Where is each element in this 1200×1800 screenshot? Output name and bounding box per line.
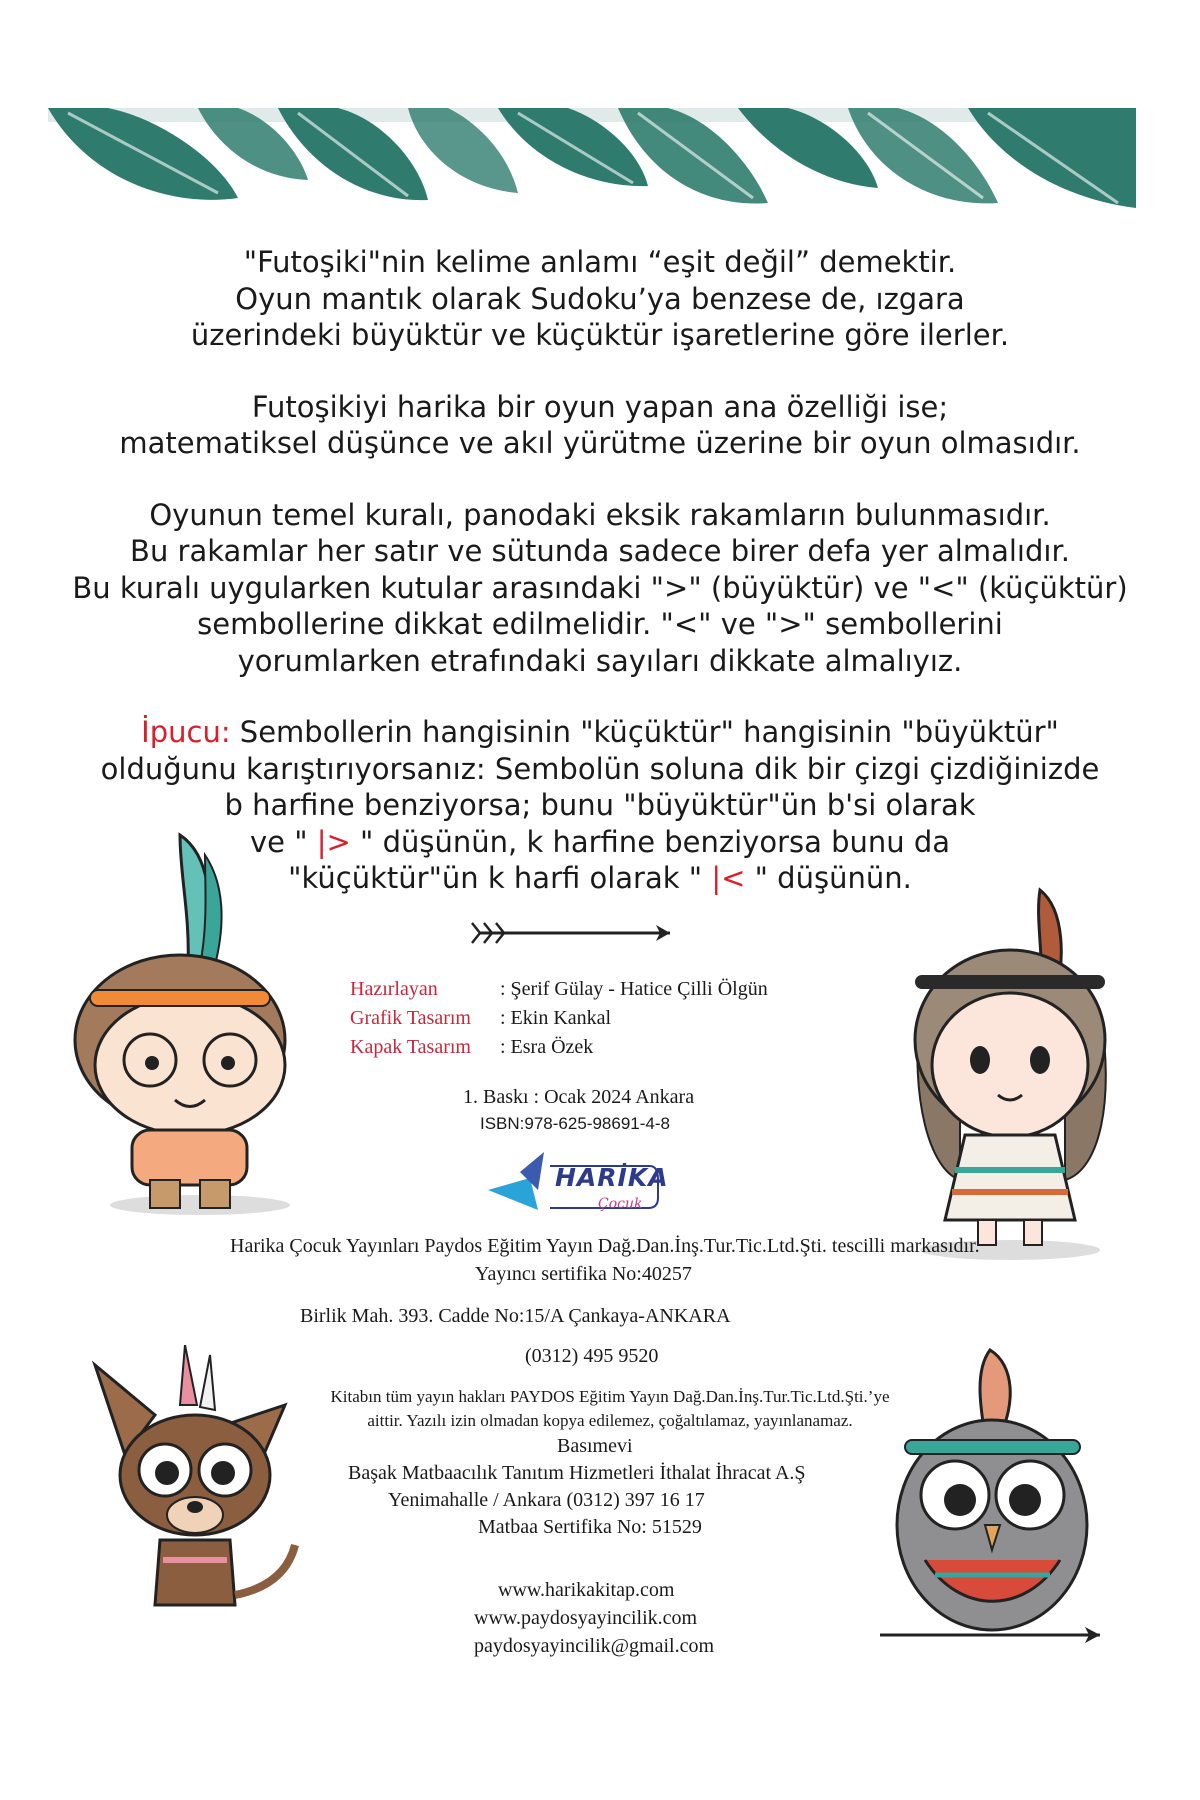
printer-cert: Matbaa Sertifika No: 51529: [478, 1516, 702, 1538]
printer-name: Başak Matbaacılık Tanıtım Hizmetleri İthalat İhracat A.Ş: [348, 1462, 806, 1484]
owl-character-illustration: [880, 1345, 1110, 1655]
printer-address: Yenimahalle / Ankara (0312) 397 16 17: [388, 1489, 705, 1511]
text-line: yorumlarken etrafındaki sayıları dikkate almalıyız.: [237, 643, 963, 678]
isbn: ISBN:978-625-98691-4-8: [480, 1114, 670, 1133]
arrow-divider-icon: [470, 915, 690, 951]
publisher-phone: (0312) 495 9520: [525, 1345, 659, 1367]
printer-heading: Basımevi: [557, 1435, 633, 1457]
credits-block: [350, 975, 850, 1062]
credit-row: [350, 1033, 850, 1062]
credit-value: : Şerif Gülay - Hatice Çilli Ölgün: [500, 978, 768, 1000]
rights-line: aittir. Yazılı izin olmadan kopya edilemez, çoğaltılamaz, yayınlanamaz.: [367, 1411, 853, 1430]
text-line: sembollerine dikkat edilmelidir. "<" ve ">" sembollerini: [197, 607, 1003, 641]
hint-text: ve ": [249, 824, 317, 859]
text-line: Futoşikiyi harika bir oyun yapan ana özelliği ise;: [251, 389, 949, 424]
hint-line: olduğunu karıştırıyorsanız: Sembolün soluna dik bir çizgi çizdiğinizde: [100, 751, 1100, 786]
publisher-address: Birlik Mah. 393. Cadde No:15/A Çankaya-ANKARA: [300, 1305, 731, 1327]
text-line: Bu rakamlar her satır ve sütunda sadece birer defa yer almalıdır.: [130, 534, 1070, 568]
website-link[interactable]: www.paydosyayincilik.com: [474, 1607, 698, 1629]
text-line: Bu kuralı uygularken kutular arasındaki ">" (büyüktür) ve "<" (küçüktür): [72, 570, 1128, 605]
publisher-cert: Yayıncı sertifika No:40257: [475, 1263, 692, 1285]
rights-line: Kitabın tüm yayın hakları PAYDOS Eğitim Yayın Dağ.Dan.İnş.Tur.Tic.Ltd.Şti.’ye: [330, 1387, 890, 1406]
paragraph-feature: [60, 389, 1140, 462]
text-line: üzerindeki büyüktür ve küçüktür işaretlerine göre ilerler.: [190, 318, 1010, 352]
email-link[interactable]: paydosyayincilik@gmail.com: [474, 1635, 715, 1657]
hint-line: b harfine benziyorsa; bunu "büyüktür"ün b'si olarak: [224, 788, 976, 822]
less-symbol: |<: [711, 861, 746, 895]
logo-subtitle: Çocuk: [598, 1196, 643, 1212]
hint-text: " düşünün, k harfine benziyorsa bunu da: [350, 824, 951, 859]
credit-label: Grafik Tasarım: [350, 1007, 471, 1029]
credit-row: [350, 1004, 850, 1033]
hint-text: " düşünün.: [745, 861, 912, 895]
logo-name: HARİKA: [555, 1163, 669, 1192]
credit-row: [350, 975, 850, 1004]
credit-value: : Ekin Kankal: [500, 1007, 612, 1029]
dog-character-illustration: [85, 1345, 305, 1645]
text-line: Oyunun temel kuralı, panodaki eksik rakamların bulunmasıdır.: [149, 497, 1051, 532]
paragraph-rules: [60, 497, 1140, 680]
hint-text: Sembollerin hangisinin "küçüktür" hangisinin "büyüktür": [230, 715, 1059, 749]
tropical-leaves-banner: [48, 108, 1136, 214]
credit-label: Kapak Tasarım: [350, 1036, 471, 1058]
rights-notice: [270, 1385, 950, 1433]
text-line: matematiksel düşünce ve akıl yürütme üzerine bir oyun olmasıdır.: [119, 426, 1081, 460]
hint-label: İpucu:: [141, 715, 231, 749]
website-link[interactable]: www.harikakitap.com: [498, 1579, 675, 1601]
publisher-brand: Harika Çocuk Yayınları Paydos Eğitim Yayın Dağ.Dan.İnş.Tur.Tic.Ltd.Şti. tescilli markasıdır.: [230, 1235, 980, 1257]
edition-info: 1. Baskı : Ocak 2024 Ankara: [463, 1086, 695, 1108]
paragraph-meaning: [60, 244, 1140, 354]
hint-text: "küçüktür"ün k harfi olarak ": [288, 861, 712, 895]
text-line: Oyun mantık olarak Sudoku’ya benzese de, ızgara: [235, 281, 965, 316]
boy-character-illustration: [40, 815, 300, 1215]
credit-label: Hazırlayan: [350, 978, 438, 1000]
girl-character-illustration: [890, 880, 1150, 1260]
greater-symbol: |>: [316, 824, 351, 859]
hint-line: [60, 714, 1140, 751]
credit-value: : Esra Özek: [500, 1036, 594, 1058]
text-line: "Futoşiki"nin kelime anlamı “eşit değil” demektir.: [243, 245, 957, 279]
